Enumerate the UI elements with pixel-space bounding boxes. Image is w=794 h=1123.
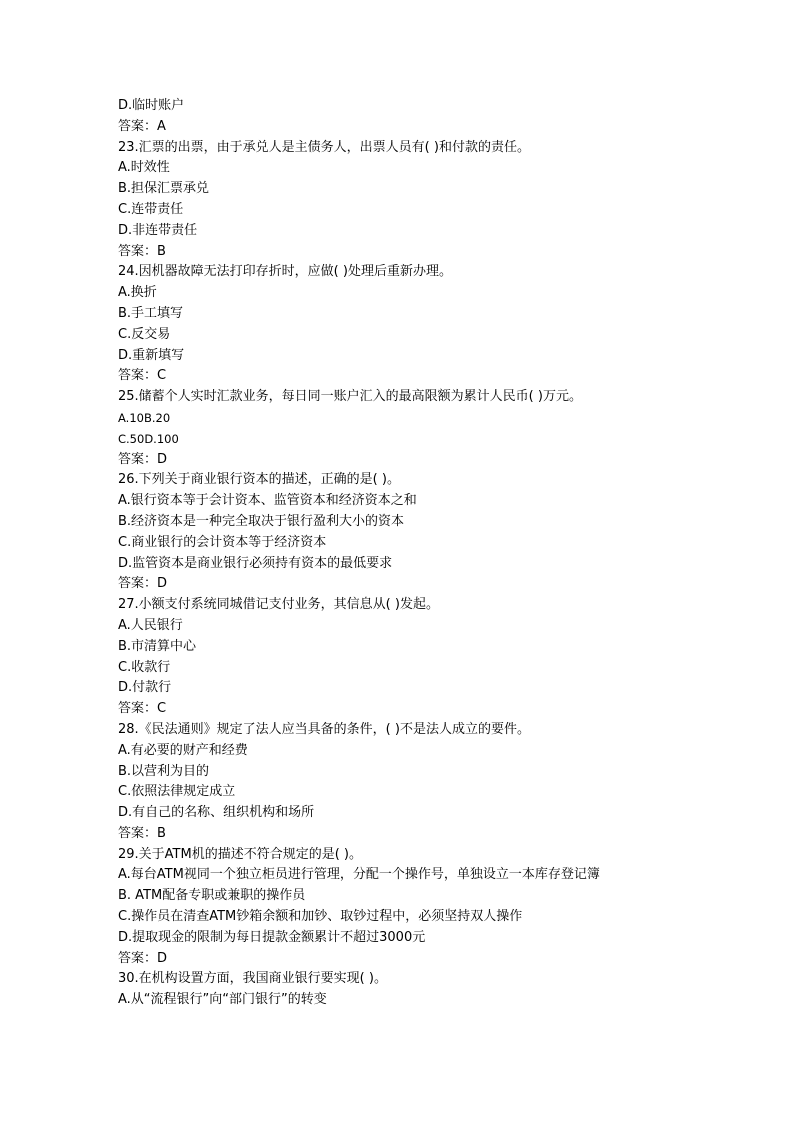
- answer-line: 答案：C: [118, 701, 167, 717]
- answer-line: 答案：D: [118, 576, 168, 592]
- answer-line: 答案：B: [118, 825, 166, 841]
- question-line: 30.在机构设置方面，我国商业银行要实现( )。: [118, 971, 387, 987]
- option-line: A.换折: [118, 285, 157, 301]
- option-line: D.监管资本是商业银行必须持有资本的最低要求: [118, 555, 393, 571]
- option-line: A.人民银行: [118, 617, 183, 633]
- option-line: C.连带责任: [118, 201, 184, 217]
- question-line: 28.《民法通则》规定了法人应当具备的条件，( )不是法人成立的要件。: [118, 721, 530, 737]
- option-line: A.时效性: [118, 160, 170, 176]
- option-line: B.以营利为目的: [118, 763, 210, 779]
- option-line: B.市清算中心: [118, 638, 197, 654]
- question-line: 25.储蓄个人实时汇款业务，每日同一账户汇入的最高限额为累计人民币( )万元。: [118, 389, 582, 405]
- question-line: 23.汇票的出票，由于承兑人是主债务人，出票人员有( )和付款的责任。: [118, 139, 530, 155]
- question-line: 27.小额支付系统同城借记支付业务，其信息从( )发起。: [118, 597, 439, 613]
- option-line: D.付款行: [118, 680, 172, 696]
- answer-line: 答案：C: [118, 368, 167, 384]
- question-line: 24.因机器故障无法打印存折时，应做( )处理后重新办理。: [118, 264, 452, 280]
- option-line: B.担保汇票承兑: [118, 181, 210, 197]
- option-line: C.反交易: [118, 326, 171, 342]
- option-line: C.商业银行的会计资本等于经济资本: [118, 534, 327, 550]
- option-line: D.重新填写: [118, 347, 185, 363]
- option-line: A.10B.20: [118, 410, 171, 425]
- option-line: B.经济资本是一种完全取决于银行盈利大小的资本: [118, 513, 405, 529]
- option-line: D.提取现金的限制为每日提款金额累计不超过3000元: [118, 929, 426, 945]
- option-line: C.操作员在清查ATM钞箱余额和加钞、取钞过程中，必须坚持双人操作: [118, 909, 523, 925]
- option-line: A.从“流程银行”向“部门银行”的转变: [118, 992, 327, 1008]
- option-line: C.50D.100: [118, 431, 179, 446]
- option-line: D.非连带责任: [118, 222, 198, 238]
- option-line: D.有自己的名称、组织机构和场所: [118, 805, 315, 821]
- option-line: B. ATM配备专职或兼职的操作员: [118, 888, 306, 904]
- option-line: C.依照法律规定成立: [118, 784, 236, 800]
- option-line: A.每台ATM视同一个独立柜员进行管理，分配一个操作号，单独设立一本库存登记簿: [118, 867, 600, 883]
- question-line: 26.下列关于商业银行资本的描述，正确的是( )。: [118, 472, 400, 488]
- question-line: 29.关于ATM机的描述不符合规定的是( )。: [118, 846, 362, 862]
- answer-line: 答案：A: [118, 118, 166, 134]
- answer-line: 答案：D: [118, 451, 168, 467]
- option-line: D.临时账户: [118, 98, 185, 113]
- answer-line: 答案：B: [118, 243, 166, 259]
- option-line: C.收款行: [118, 659, 171, 675]
- option-line: B.手工填写: [118, 305, 184, 321]
- option-line: A.银行资本等于会计资本、监管资本和经济资本之和: [118, 493, 417, 509]
- question-list: [118, 96, 678, 1011]
- option-line: A.有必要的财产和经费: [118, 742, 248, 758]
- answer-line: 答案：D: [118, 950, 168, 966]
